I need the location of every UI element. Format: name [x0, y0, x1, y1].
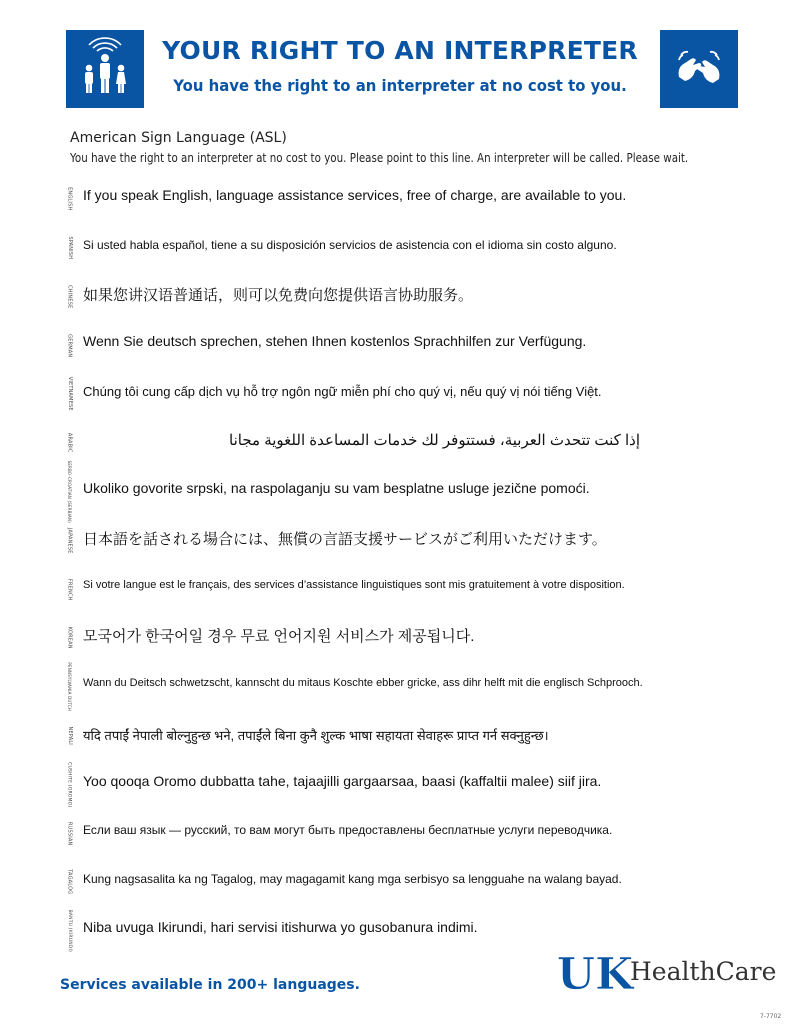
language-label: BANTU (KIRUNDI): [66, 909, 72, 953]
language-label: FRENCH: [66, 578, 73, 601]
language-text: Si usted habla español, tiene a su disposición servicios de asistencia con el idioma sin costo alguno.: [83, 237, 617, 252]
language-label: TAGALOG: [66, 869, 73, 895]
language-list: [0, 175, 800, 956]
language-text: If you speak English, language assistance services, free of charge, are available to you.: [83, 187, 627, 203]
language-text: Ukoliko govorite srpski, na raspolaganju su vam besplatne usluge jezične pomoći.: [83, 479, 590, 496]
language-row-nepali: [0, 712, 800, 761]
page-title: YOUR RIGHT TO AN INTERPRETER: [162, 36, 638, 65]
language-row-korean: [0, 614, 800, 663]
language-text: إذا كنت تتحدث العربية، فستتوفر لك خدمات المساعدة اللغوية مجانا: [229, 431, 640, 449]
language-text: 모국어가 한국어일 경우 무료 언어지원 서비스가 제공됩니다.: [83, 628, 475, 646]
language-row-pennsylvania-dutch: [0, 663, 800, 712]
language-label: SERBO-CROATIAN (SERBIAN): [66, 460, 72, 523]
language-text: Kung nagsasalita ka ng Tagalog, may magagamit kang mga serbisyo sa lengguahe na walang bayad.: [83, 872, 622, 887]
language-text: Wann du Deitsch schwetzscht, kannscht du mitaus Koschte ebber gricke, ass dihr helft mit die englisch Schprooch.: [83, 676, 643, 689]
language-label: NEPALI: [66, 726, 73, 746]
language-row-japanese: [0, 517, 800, 566]
language-label: CHINESE: [66, 284, 73, 309]
language-row-oromo: [0, 761, 800, 810]
language-row-serbo-croatian: [0, 460, 800, 523]
logo-name: HealthCare: [630, 956, 777, 986]
svg-text:UK: UK: [556, 949, 634, 1000]
language-text: यदि तपाईं नेपाली बोल्नुहुन्छ भने, तपाईंले बिना कुनै शुल्क भाषा सहायता सेवाहरू प्राप्त गर्न सक्नुहुन्छ।: [83, 727, 549, 743]
language-label: CUSHITE (OROMO): [66, 761, 72, 808]
language-row-arabic: [0, 419, 800, 468]
language-row-tagalog: [0, 858, 800, 907]
language-row-vietnamese: [0, 370, 800, 419]
language-text: Wenn Sie deutsch sprechen, stehen Ihnen kostenlos Sprachhilfen zur Verfügung.: [83, 333, 587, 350]
language-text: Si votre langue est le français, des services d’assistance linguistiques sont mis gratuitement à votre disposition.: [83, 579, 625, 592]
asl-text: You have the right to an interpreter at no cost to you. Please point to this line. An interpreter will be called. Please wait.: [70, 151, 689, 165]
language-label: SPANISH: [66, 236, 73, 260]
language-text: 日本語を話される場合には、無償の言語支援サービスがご利用いただけます。: [83, 530, 607, 548]
language-row-french: [0, 565, 800, 614]
language-row-german: [0, 321, 800, 370]
form-code: 7-7702: [760, 1013, 782, 1020]
language-label: VIETNAMESE: [66, 377, 73, 412]
language-label: PENNSYLVANIA DUTCH: [66, 662, 72, 712]
people-group-icon: [66, 30, 144, 108]
language-text: Если ваш язык — русский, то вам могут быть предоставлены бесплатные услуги переводчика.: [83, 823, 613, 838]
language-label: RUSSIAN: [66, 821, 73, 846]
language-row-russian: [0, 809, 800, 858]
language-label: GERMAN: [66, 333, 73, 357]
asl-heading: American Sign Language (ASL): [70, 130, 287, 146]
language-text: Niba uvuga Ikirundi, hari servisi itishurwa yo gusobanura indimi.: [83, 918, 478, 935]
language-text: Yoo qooqa Oromo dubbatta tahe, tajaajilli gargaarsaa, baasi (kaffaltii malee) siif jira.: [83, 772, 602, 789]
language-label: ARABIC: [66, 433, 73, 453]
language-label: JAPANESE: [66, 527, 73, 554]
language-text: 如果您讲汉语普通话，则可以免费向您提供语言协助服务。: [83, 286, 474, 304]
language-row-chinese: [0, 273, 800, 322]
language-row-spanish: [0, 224, 800, 273]
language-label: ENGLISH: [66, 187, 73, 211]
uk-logo-mark-icon: [556, 947, 634, 1000]
sign-language-icon: [660, 30, 738, 108]
page-subtitle: You have the right to an interpreter at no cost to you.: [173, 76, 627, 95]
language-label: KOREAN: [66, 627, 73, 650]
language-row-english: [0, 175, 800, 224]
language-text: Chúng tôi cung cấp dịch vụ hỗ trợ ngôn ngữ miễn phí cho quý vị, nếu quý vị nói tiếng Việt.: [83, 384, 602, 400]
uk-healthcare-logo: [556, 947, 777, 1000]
services-available-text: Services available in 200+ languages.: [60, 977, 360, 993]
